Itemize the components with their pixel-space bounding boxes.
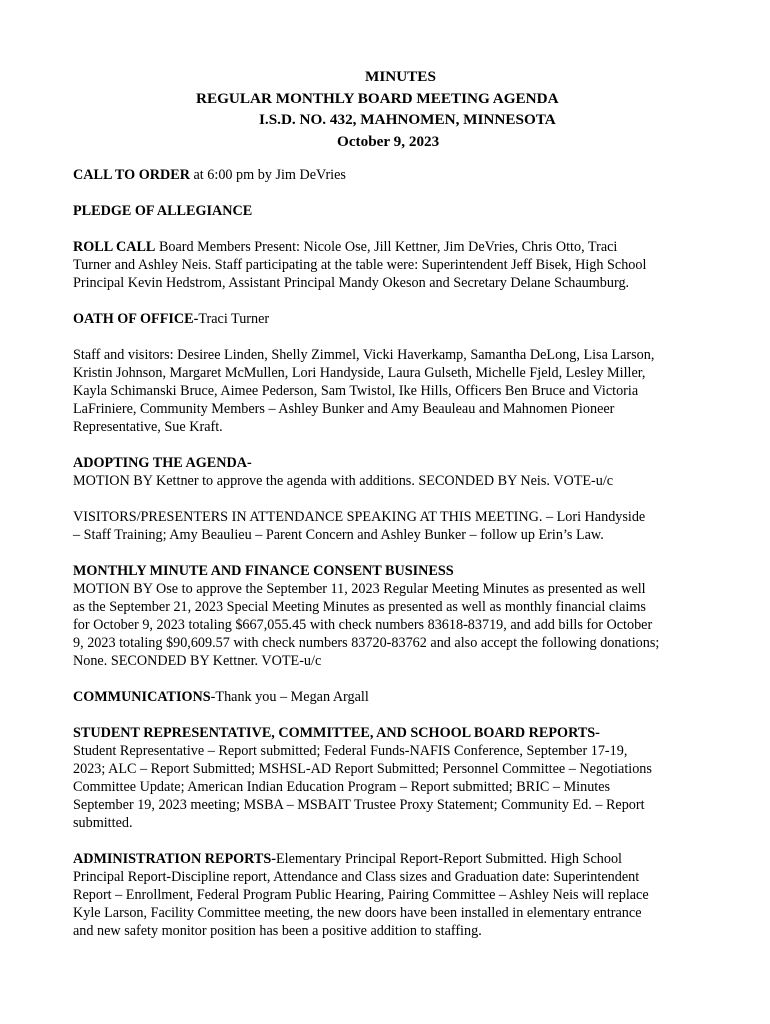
roll-call-heading: ROLL CALL (73, 239, 156, 255)
communications-text: -Thank you – Megan Argall (210, 689, 369, 705)
call-to-order-text: at 6:00 pm by Jim DeVries (189, 167, 346, 183)
consent-business-heading: MONTHLY MINUTE AND FINANCE CONSENT BUSINESS (73, 563, 454, 579)
staff-visitors-line: LaFriniere, Community Members – Ashley Bunker and Amy Beauleau and Mahnomen Pioneer (73, 401, 615, 417)
title-date: October 9, 2023 (337, 132, 440, 150)
roll-call-text: Board Members Present: Nicole Ose, Jill Kettner, Jim DeVries, Chris Otto, Traci (155, 239, 618, 255)
pledge-heading: PLEDGE OF ALLEGIANCE (73, 203, 253, 219)
reports-line: Committee Update; American Indian Education Program – Report submitted; BRIC – Minutes (73, 779, 611, 795)
oath-section (73, 310, 705, 328)
administration-text: Elementary Principal Report-Report Submitted. High School (276, 851, 622, 867)
staff-visitors-line: Representative, Sue Kraft. (73, 419, 223, 435)
oath-heading: OATH OF OFFICE- (73, 311, 199, 327)
title-minutes: MINUTES (365, 68, 436, 85)
consent-business-line: as the September 21, 2023 Special Meeting Minutes as presented as well as monthly financial claims (73, 599, 646, 615)
visitors-presenters-section (73, 508, 705, 544)
consent-business-line: MOTION BY Ose to approve the September 11, 2023 Regular Meeting Minutes as presented as well (73, 581, 646, 597)
reports-heading: STUDENT REPRESENTATIVE, COMMITTEE, AND SCHOOL BOARD REPORTS- (73, 725, 600, 741)
title-agenda: REGULAR MONTHLY BOARD MEETING AGENDA (196, 89, 559, 107)
administration-heading: ADMINISTRATION REPORTS- (73, 851, 277, 867)
minutes-body (73, 166, 705, 958)
reports-line: September 19, 2023 meeting; MSBA – MSBAIT Trustee Proxy Statement; Community Ed. – Report (73, 797, 645, 813)
roll-call-section (73, 238, 705, 292)
visitors-presenters-line: VISITORS/PRESENTERS IN ATTENDANCE SPEAKING AT THIS MEETING. – Lori Handyside (73, 509, 646, 525)
consent-business-line: for October 9, 2023 totaling $667,055.45 with check numbers 83618-83719, and add bills for October (73, 617, 653, 633)
consent-business-section (73, 562, 705, 670)
reports-line: 2023; ALC – Report Submitted; MSHSL-AD Report Submitted; Personnel Committee – Negotiations (73, 761, 652, 777)
communications-heading: COMMUNICATIONS (73, 689, 211, 705)
administration-section (73, 850, 705, 940)
staff-visitors-line: Staff and visitors: Desiree Linden, Shelly Zimmel, Vicki Haverkamp, Samantha DeLong, Lisa Larson, (73, 347, 655, 363)
reports-line: Student Representative – Report submitted; Federal Funds-NAFIS Conference, September 17-19, (73, 743, 628, 759)
staff-visitors-section (73, 346, 705, 436)
call-to-order-section (73, 166, 705, 184)
administration-line: Report – Enrollment, Federal Program Public Hearing, Pairing Committee – Ashley Neis will replace (73, 887, 649, 903)
title-district: I.S.D. NO. 432, MAHNOMEN, MINNESOTA (259, 111, 556, 128)
consent-business-line: 9, 2023 totaling $90,609.57 with check numbers 83720-83762 and also accept the following donations; (73, 635, 660, 651)
pledge-section (73, 202, 705, 220)
adopting-agenda-section (73, 454, 705, 490)
roll-call-line (73, 238, 705, 256)
staff-visitors-line: Kayla Schimanski Bruce, Aimee Pederson, Sam Twistol, Ike Hills, Officers Ben Bruce and Victoria (73, 383, 639, 399)
consent-business-line: None. SECONDED BY Kettner. VOTE-u/c (73, 653, 322, 669)
roll-call-line: Turner and Ashley Neis. Staff participating at the table were: Superintendent Jeff Bisek, High School (73, 257, 647, 273)
document-title (0, 66, 770, 152)
administration-first-line (73, 850, 705, 868)
administration-line: and new safety monitor position has been a positive addition to staffing. (73, 923, 482, 939)
visitors-presenters-line: – Staff Training; Amy Beaulieu – Parent Concern and Ashley Bunker – follow up Erin’s Law. (73, 527, 604, 543)
adopting-agenda-heading: ADOPTING THE AGENDA- (73, 455, 252, 471)
staff-visitors-line: Kristin Johnson, Margaret McMullen, Lori Handyside, Laura Gulseth, Michelle Fjeld, Lesley Miller, (73, 365, 646, 381)
roll-call-line: Principal Kevin Hedstrom, Assistant Principal Mandy Okeson and Secretary Delane Schaumburg. (73, 275, 630, 291)
administration-line: Principal Report-Discipline report, Attendance and Class sizes and Graduation date: Superintendent (73, 869, 640, 885)
oath-text: Traci Turner (198, 311, 270, 327)
reports-line: submitted. (73, 815, 133, 831)
administration-line: Kyle Larson, Facility Committee meeting, the new doors have been installed in elementary entrance (73, 905, 642, 921)
call-to-order-heading: CALL TO ORDER (73, 167, 190, 183)
adopting-agenda-motion: MOTION BY Kettner to approve the agenda with additions. SECONDED BY Neis. VOTE-u/c (73, 473, 614, 489)
reports-section (73, 724, 705, 832)
communications-section (73, 688, 705, 706)
